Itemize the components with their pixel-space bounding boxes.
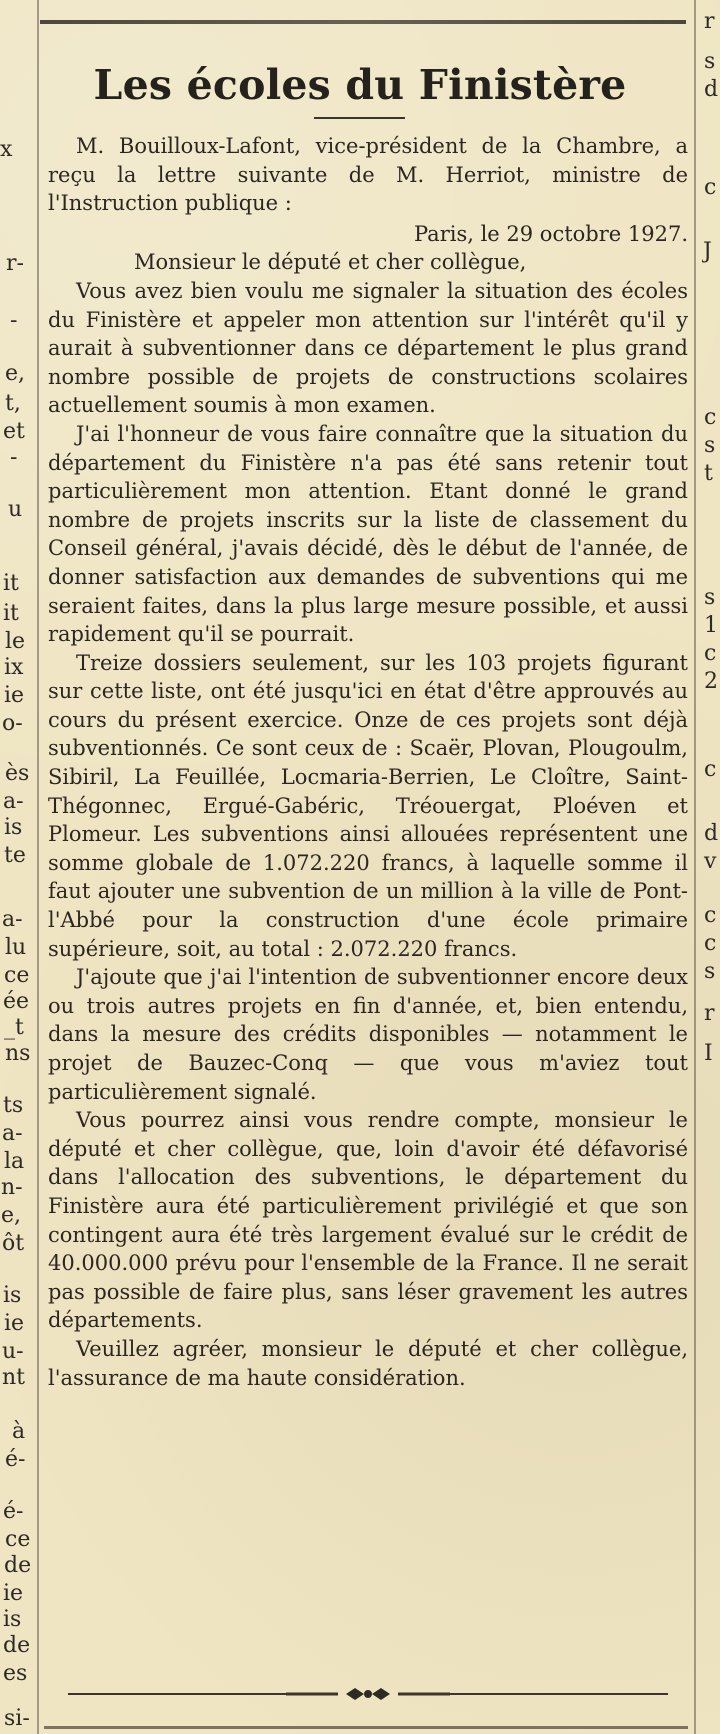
left-fragment: si- xyxy=(4,1706,30,1731)
right-fragment: d xyxy=(704,821,719,846)
right-fragment: c xyxy=(704,405,717,430)
left-fragment: o- xyxy=(2,711,23,736)
left-fragment: a- xyxy=(3,789,24,814)
right-fragment: 1 xyxy=(704,613,718,638)
left-fragment: ôt xyxy=(2,1231,25,1256)
right-fragment: c xyxy=(704,641,717,666)
left-fragment: ts xyxy=(3,1093,24,1118)
intro-paragraph: M. Bouilloux-Lafont, vice-président de la Chambre, a reçu la lettre suivante de M. Herriot, ministre de l'Instruction publique : xyxy=(48,134,688,216)
left-fragment: it xyxy=(3,601,19,626)
bottom-rule xyxy=(44,1726,688,1729)
left-fragment: é- xyxy=(3,1499,24,1524)
left-fragment: la xyxy=(4,1149,25,1174)
right-fragment: c xyxy=(704,757,717,782)
left-fragment: le xyxy=(5,629,26,654)
body-paragraph: Treize dossiers seulement, sur les 103 projets figurant sur cette liste, ont été jusqu'ici en état d'être approuvés au cours du présent exercice. Onze de ces projets sont déjà subventionnés. Ce sont ceux de : Scaër, Plovan, Plougoulm, Sibiril, La Feuillée, Locmaria-Berrien, Le Cloître, Saint-Thégonnec, Ergué-Gabéric, Tréouergat, Ploéven et Plomeur. Les subventions ainsi allouées représentent une somme globale de 1.072.220 francs, à laquelle somme il faut ajouter une subvention de un million à la ville de Pont-l'Abbé pour la construction d'une école primaire supérieure, soit, au total : 2.072.220 francs. xyxy=(48,650,688,961)
right-fragment: c xyxy=(704,931,717,956)
left-fragment: - xyxy=(10,445,18,470)
right-fragment: r xyxy=(704,1001,715,1026)
right-fragment: s xyxy=(704,49,716,74)
left-fragment: lu xyxy=(5,935,27,960)
right-fragment: d xyxy=(704,77,719,102)
left-fragment: de xyxy=(3,1633,31,1658)
left-fragment: ie xyxy=(4,683,25,708)
right-fragment: 2 xyxy=(704,669,718,694)
body-paragraph: J'ai l'honneur de vous faire connaître que la situation du département du Finistère n'a pas été sans retenir tout particulièrement mon attention. Etant donné le grand nombre de projets inscrits sur la liste de classement du Conseil général, j'avais décidé, dès le début de l'année, de donner satisfaction aux demandes de subventions qui me seraient faites, dans la plus large mesure possible, et aussi rapidement qu'il se pourrait. xyxy=(48,421,688,647)
left-fragment: de xyxy=(4,1553,32,1578)
left-fragment: u xyxy=(8,497,23,522)
left-fragment: t, xyxy=(5,391,21,416)
left-fragment: a- xyxy=(2,1121,23,1146)
left-fragment: e, xyxy=(1,1203,22,1228)
left-column-divider xyxy=(37,0,39,1734)
left-fragment: is xyxy=(4,815,23,840)
left-fragment: ce xyxy=(4,963,30,988)
left-fragment: é- xyxy=(5,1447,26,1472)
dateline: Paris, le 29 octobre 1927. xyxy=(414,221,688,246)
right-fragment: r xyxy=(704,9,715,34)
left-fragment: it xyxy=(3,571,19,596)
left-fragment: ce xyxy=(5,1527,31,1552)
left-column-fragments xyxy=(0,0,34,1734)
left-fragment: n- xyxy=(1,1175,23,1200)
left-fragment: à xyxy=(12,1419,26,1444)
left-fragment: ns xyxy=(5,1041,31,1066)
body-paragraph: Vous avez bien voulu me signaler la situation des écoles du Finistère et appeler mon attention sur l'intérêt qu'il y aurait à subventionner dans ce département le plus grand nombre possible de projets de constructions scolaires actuellement soumis à mon examen. xyxy=(48,278,688,418)
left-fragment: et xyxy=(3,419,25,444)
right-fragment: s xyxy=(704,585,716,610)
left-fragment: is xyxy=(3,1607,22,1632)
body-paragraph: Vous pourrez ainsi vous rendre compte, monsieur le député et cher collègue, que, loin d'avoir été défavorisé dans l'allocation des subventions, le département du Finistère aura été particulièrement privilégié et que son contingent aura été très largement évalué sur le crédit de 40.000.000 prévu pour l'ensemble de la France. Il ne serait pas possible de faire plus, sans léser gravement les autres départements. xyxy=(48,1108,688,1333)
left-fragment: ès xyxy=(5,761,30,786)
left-fragment: ie xyxy=(3,1581,24,1606)
top-rule xyxy=(40,20,686,24)
left-fragment: - xyxy=(10,308,18,333)
closing-paragraph: Veuillez agréer, monsieur le député et cher collègue, l'assurance de ma haute considération. xyxy=(48,1336,688,1390)
title-rule xyxy=(314,117,405,119)
left-fragment: ée xyxy=(3,989,30,1014)
ornamental-divider xyxy=(66,1686,670,1702)
left-fragment: u- xyxy=(2,1339,24,1364)
right-fragment: s xyxy=(704,959,716,984)
salutation: Monsieur le député et cher collègue, xyxy=(134,250,527,275)
left-fragment: ie xyxy=(4,1311,25,1336)
body-paragraph: J'ajoute que j'ai l'intention de subventionner encore deux ou trois autres projets en fin d'année, et, bien entendu, dans la mesure des crédits disponibles — notamment le projet de Bauzec-Conq — que vous m'aviez tout particulièrement signalé. xyxy=(48,965,688,1104)
left-fragment: x xyxy=(0,137,13,162)
right-fragment: t xyxy=(704,461,713,486)
right-fragment: s xyxy=(704,433,716,458)
left-fragment: r- xyxy=(6,251,24,276)
left-fragment: nt xyxy=(2,1365,26,1390)
right-fragment: I xyxy=(704,1041,713,1066)
right-fragment: c xyxy=(704,903,717,928)
left-fragment: ix xyxy=(4,655,24,680)
left-fragment: is xyxy=(3,1283,22,1308)
right-fragment: c xyxy=(704,175,717,200)
right-fragment: v xyxy=(704,849,717,874)
article-title: Les écoles du Finistère xyxy=(93,61,627,110)
article-body xyxy=(48,132,688,1392)
right-column-fragments xyxy=(702,0,720,1734)
right-column-divider xyxy=(694,0,696,1734)
left-fragment: e, xyxy=(5,361,26,386)
left-fragment: te xyxy=(4,843,26,868)
left-fragment: a- xyxy=(2,907,23,932)
left-fragment: es xyxy=(3,1661,28,1686)
right-fragment: J xyxy=(703,239,712,264)
left-fragment: _t xyxy=(4,1015,24,1040)
